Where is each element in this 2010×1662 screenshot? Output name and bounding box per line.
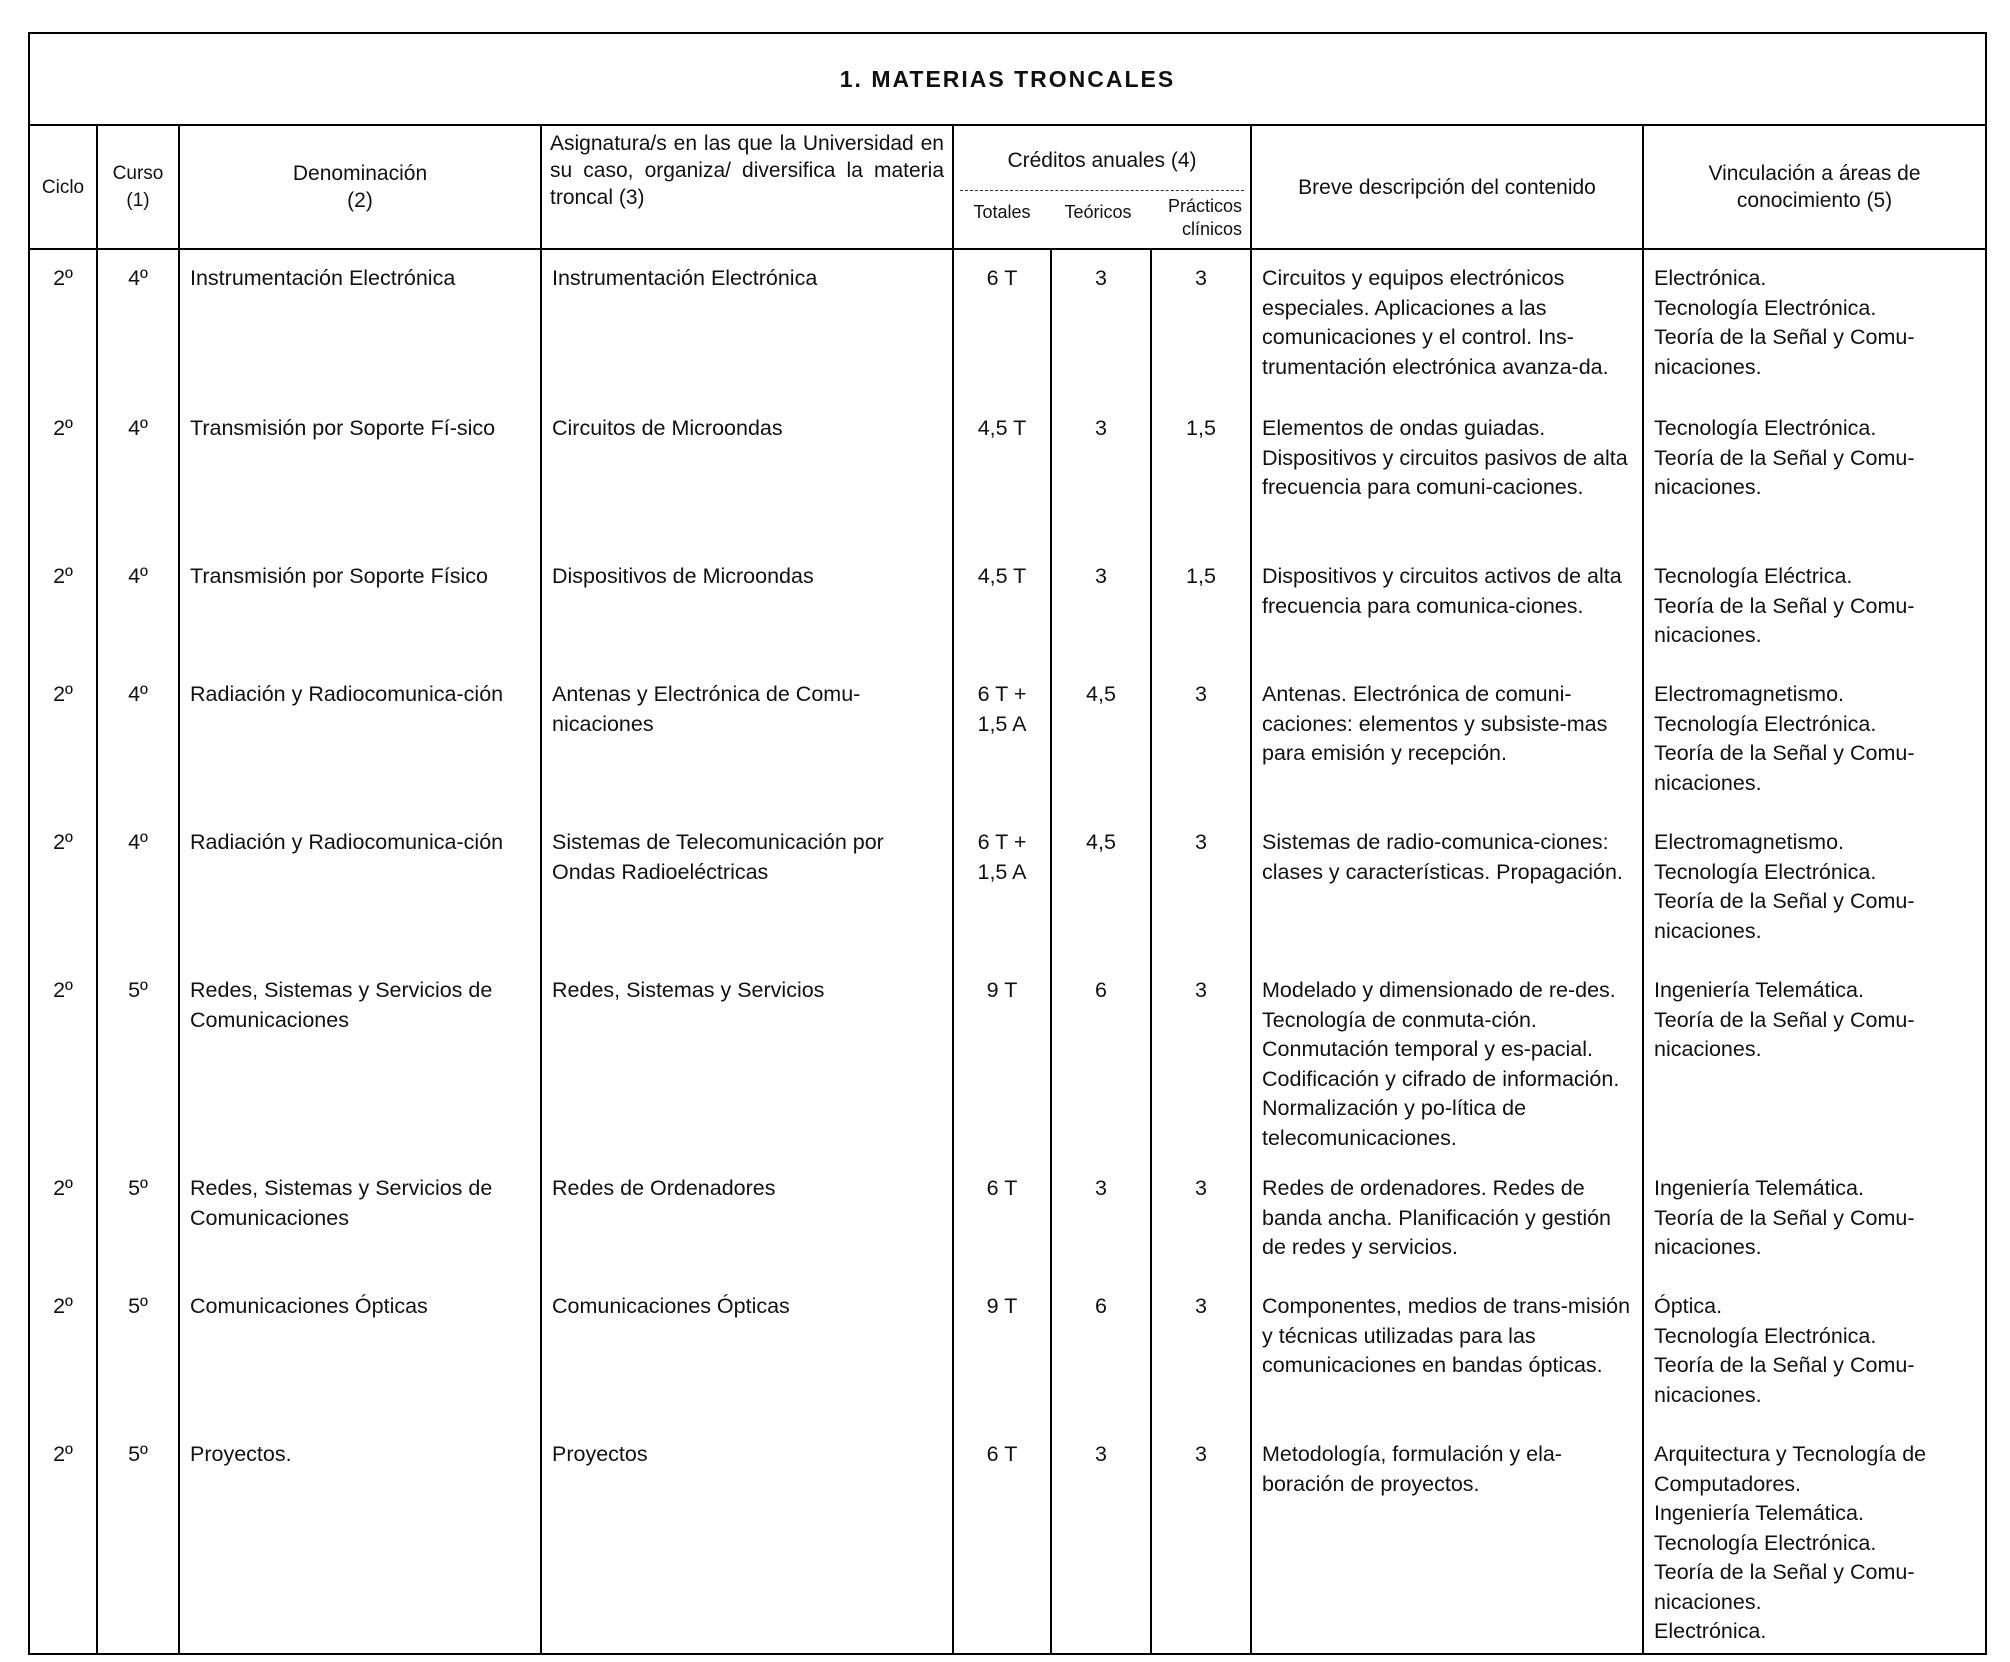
curso-cell: 4º: [97, 674, 179, 822]
ciclo-cell: 2º: [29, 1286, 97, 1434]
practicos-cell: 3: [1151, 1434, 1251, 1654]
ciclo-cell: 2º: [29, 556, 97, 674]
header-vinculacion: Vinculación a áreas de conocimiento (5): [1643, 125, 1986, 249]
denominacion-cell: Transmisión por Soporte Físico: [179, 556, 541, 674]
header-ciclo: Ciclo: [29, 125, 97, 249]
vinculacion-cell: Óptica. Tecnología Electrónica. Teoría de la Señal y Comu-nicaciones.: [1643, 1286, 1986, 1434]
denominacion-cell: Comunicaciones Ópticas: [179, 1286, 541, 1434]
teoricos-cell: 4,5: [1051, 822, 1151, 970]
vinculacion-cell: Electromagnetismo. Tecnología Electrónica. Teoría de la Señal y Comu-nicaciones.: [1643, 822, 1986, 970]
descripcion-cell: Dispositivos y circuitos activos de alta frecuencia para comunica-ciones.: [1251, 556, 1643, 674]
practicos-cell: 3: [1151, 674, 1251, 822]
descripcion-cell: Sistemas de radio-comunica-ciones: clases y características. Propagación.: [1251, 822, 1643, 970]
practicos-cell: 3: [1151, 822, 1251, 970]
descripcion-cell: Circuitos y equipos electrónicos especiales. Aplicaciones a las comunicaciones y el control. Ins-trumentación electrónica avanza-da.: [1251, 258, 1643, 408]
header-creditos: [953, 125, 1251, 249]
ciclo-cell: 2º: [29, 258, 97, 408]
totales-cell: 6 T + 1,5 A: [953, 674, 1051, 822]
table-row: [29, 970, 1986, 1168]
header-teoricos: Teóricos: [1064, 201, 1132, 222]
practicos-cell: 3: [1151, 1168, 1251, 1286]
asignatura-cell: Redes, Sistemas y Servicios: [541, 970, 953, 1168]
table-row: [29, 1434, 1986, 1654]
denominacion-cell: Redes, Sistemas y Servicios de Comunicaciones: [179, 1168, 541, 1286]
header-curso: Curso (1): [97, 125, 179, 249]
vinculacion-cell: Tecnología Eléctrica. Teoría de la Señal y Comu-nicaciones.: [1643, 556, 1986, 674]
teoricos-cell: 3: [1051, 258, 1151, 408]
asignatura-cell: Redes de Ordenadores: [541, 1168, 953, 1286]
totales-cell: 4,5 T: [953, 556, 1051, 674]
header-asignaturas: Asignatura/s en las que la Universidad en su caso, organiza/ diversifica la materia troncal (3): [541, 125, 953, 249]
asignatura-cell: Proyectos: [541, 1434, 953, 1654]
vinculacion-cell: Ingeniería Telemática. Teoría de la Señal y Comu-nicaciones.: [1643, 1168, 1986, 1286]
ciclo-cell: 2º: [29, 822, 97, 970]
materias-troncales-page: [28, 32, 1985, 1642]
practicos-cell: 1,5: [1151, 408, 1251, 556]
teoricos-cell: 4,5: [1051, 674, 1151, 822]
vinculacion-cell: Ingeniería Telemática. Teoría de la Señal y Comu-nicaciones.: [1643, 970, 1986, 1168]
descripcion-cell: Elementos de ondas guiadas. Dispositivos y circuitos pasivos de alta frecuencia para comuni-caciones.: [1251, 408, 1643, 556]
asignatura-cell: Instrumentación Electrónica: [541, 258, 953, 408]
totales-cell: 6 T + 1,5 A: [953, 822, 1051, 970]
denominacion-cell: Redes, Sistemas y Servicios de Comunicaciones: [179, 970, 541, 1168]
table-row: [29, 674, 1986, 822]
ciclo-cell: 2º: [29, 1168, 97, 1286]
header-totales: Totales: [973, 201, 1031, 222]
table-row: [29, 258, 1986, 408]
descripcion-cell: Antenas. Electrónica de comuni-caciones: elementos y subsiste-mas para emisión y recepción.: [1251, 674, 1643, 822]
descripcion-cell: Componentes, medios de trans-misión y técnicas utilizadas para las comunicaciones en bandas ópticas.: [1251, 1286, 1643, 1434]
denominacion-cell: Radiación y Radiocomunica-ción: [179, 822, 541, 970]
ciclo-cell: 2º: [29, 970, 97, 1168]
curso-cell: 4º: [97, 258, 179, 408]
header-practicos: Prácticos clínicos: [1167, 195, 1242, 239]
curso-cell: 4º: [97, 408, 179, 556]
asignatura-cell: Comunicaciones Ópticas: [541, 1286, 953, 1434]
table-row: [29, 1168, 1986, 1286]
totales-cell: 6 T: [953, 1434, 1051, 1654]
table-title: 1. MATERIAS TRONCALES: [29, 33, 1986, 125]
ciclo-cell: 2º: [29, 408, 97, 556]
teoricos-cell: 3: [1051, 1168, 1151, 1286]
curso-cell: 4º: [97, 822, 179, 970]
curso-cell: 4º: [97, 556, 179, 674]
practicos-cell: 1,5: [1151, 556, 1251, 674]
denominacion-cell: Transmisión por Soporte Fí-sico: [179, 408, 541, 556]
descripcion-cell: Metodología, formulación y ela-boración de proyectos.: [1251, 1434, 1643, 1654]
table-row: [29, 1286, 1986, 1434]
teoricos-cell: 3: [1051, 556, 1151, 674]
totales-cell: 9 T: [953, 1286, 1051, 1434]
header-denominacion: Denominación (2): [179, 125, 541, 249]
vinculacion-cell: Electromagnetismo. Tecnología Electrónica. Teoría de la Señal y Comu-nicaciones.: [1643, 674, 1986, 822]
curso-cell: 5º: [97, 970, 179, 1168]
descripcion-cell: Modelado y dimensionado de re-des. Tecnología de conmuta-ción. Conmutación temporal y es-pacial. Codificación y cifrado de información. Normalización y po-lítica de telecomunicaciones.: [1251, 970, 1643, 1168]
teoricos-cell: 3: [1051, 408, 1151, 556]
ciclo-cell: 2º: [29, 1434, 97, 1654]
asignatura-cell: Sistemas de Telecomunicación por Ondas Radioeléctricas: [541, 822, 953, 970]
header-creditos-anuales: Créditos anuales (4): [960, 132, 1244, 191]
table-row: [29, 822, 1986, 970]
teoricos-cell: 6: [1051, 970, 1151, 1168]
vinculacion-cell: Arquitectura y Tecnología de Computadores. Ingeniería Telemática. Tecnología Electrónica. Teoría de la Señal y Comu-nicaciones. Electrónica.: [1643, 1434, 1986, 1654]
teoricos-cell: 6: [1051, 1286, 1151, 1434]
asignatura-cell: Antenas y Electrónica de Comu-nicaciones: [541, 674, 953, 822]
practicos-cell: 3: [1151, 970, 1251, 1168]
denominacion-cell: Proyectos.: [179, 1434, 541, 1654]
totales-cell: 6 T: [953, 1168, 1051, 1286]
table-row: [29, 408, 1986, 556]
denominacion-cell: Radiación y Radiocomunica-ción: [179, 674, 541, 822]
practicos-cell: 3: [1151, 258, 1251, 408]
ciclo-cell: 2º: [29, 674, 97, 822]
curso-cell: 5º: [97, 1168, 179, 1286]
curso-cell: 5º: [97, 1286, 179, 1434]
materias-troncales-table: [28, 32, 1987, 1655]
totales-cell: 6 T: [953, 258, 1051, 408]
asignatura-cell: Dispositivos de Microondas: [541, 556, 953, 674]
table-body: [29, 258, 1986, 1654]
header-descripcion: Breve descripción del contenido: [1251, 125, 1643, 249]
denominacion-cell: Instrumentación Electrónica: [179, 258, 541, 408]
totales-cell: 9 T: [953, 970, 1051, 1168]
descripcion-cell: Redes de ordenadores. Redes de banda ancha. Planificación y gestión de redes y servicios.: [1251, 1168, 1643, 1286]
vinculacion-cell: Electrónica. Tecnología Electrónica. Teoría de la Señal y Comu-nicaciones.: [1643, 258, 1986, 408]
curso-cell: 5º: [97, 1434, 179, 1654]
practicos-cell: 3: [1151, 1286, 1251, 1434]
table-row: [29, 556, 1986, 674]
teoricos-cell: 3: [1051, 1434, 1151, 1654]
totales-cell: 4,5 T: [953, 408, 1051, 556]
vinculacion-cell: Tecnología Electrónica. Teoría de la Señal y Comu-nicaciones.: [1643, 408, 1986, 556]
asignatura-cell: Circuitos de Microondas: [541, 408, 953, 556]
